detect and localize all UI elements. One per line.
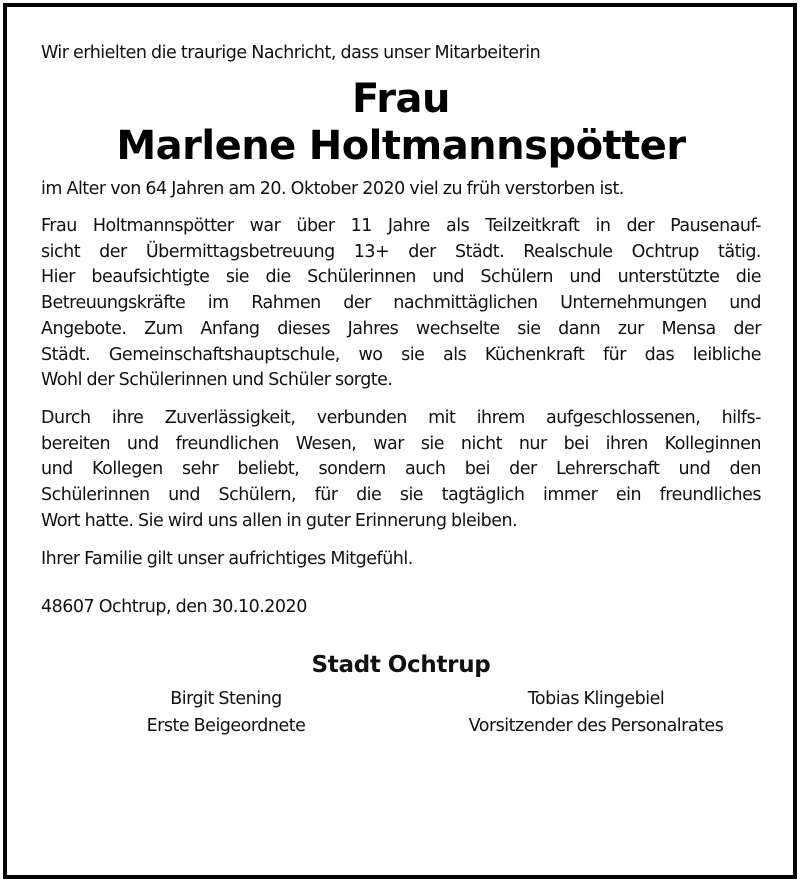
paragraph-line: Wohl der Schülerinnen und Schüler sorgte. xyxy=(41,370,393,391)
age-line: im Alter von 64 Jahren am 20. Oktober 2020 viel zu früh verstorben ist. xyxy=(41,179,624,199)
obituary-frame xyxy=(3,3,797,879)
signer-role: Erste Beigeordnete xyxy=(146,716,306,737)
place-date: 48607 Ochtrup, den 30.10.2020 xyxy=(41,597,307,618)
paragraph-line: und Kollegen sehr beliebt, sondern auch bei der Lehrerschaft und den xyxy=(41,459,761,480)
intro-text: Wir erhielten die traurige Nachricht, dass unser Mitarbeiterin xyxy=(41,43,541,63)
signatures xyxy=(41,686,761,746)
organization-name: Stadt Ochtrup xyxy=(311,652,491,679)
paragraph-line: Betreuungskräfte im Rahmen der nachmittäglichen Unternehmungen und xyxy=(41,293,761,314)
paragraph-line: Hier beaufsichtigte sie die Schülerinnen und Schülern und unterstützte die xyxy=(41,267,761,288)
signer-right xyxy=(431,686,761,740)
signer-name: Birgit Stening xyxy=(170,689,282,710)
obituary-content xyxy=(41,29,761,746)
name-title: Frau xyxy=(352,76,450,122)
paragraph-line: Städt. Gemeinschaftshauptschule, wo sie als Küchenkraft für das leibliche xyxy=(41,344,761,365)
signer-role: Vorsitzender des Personalrates xyxy=(468,716,724,737)
signer-left xyxy=(101,686,351,740)
paragraph-employment xyxy=(41,214,761,394)
signer-name: Tobias Klingebiel xyxy=(527,689,665,710)
paragraph-line: Frau Holtmannspötter war über 11 Jahre als Teilzeitkraft in der Pausenauf- xyxy=(41,216,761,236)
paragraph-line: Schülerinnen und Schülern, für die sie tagtäglich immer ein freundliches xyxy=(41,485,761,506)
paragraph-line: sicht der Übermittagsbetreuung 13+ der Städt. Realschule Ochtrup tätig. xyxy=(41,241,761,262)
condolence-text: Ihrer Familie gilt unser aufrichtiges Mitgefühl. xyxy=(41,549,413,570)
deceased-name xyxy=(41,76,761,170)
name-full: Marlene Holtmannspötter xyxy=(116,123,686,169)
paragraph-line: Angebote. Zum Anfang dieses Jahres wechselte sie dann zur Mensa der xyxy=(41,318,761,339)
paragraph-line: Wort hatte. Sie wird uns allen in guter Erinnerung bleiben. xyxy=(41,510,518,531)
paragraph-tribute xyxy=(41,406,761,535)
paragraph-line: Durch ihre Zuverlässigkeit, verbunden mit ihrem aufgeschlossenen, hilfs- xyxy=(41,407,761,428)
paragraph-line: bereiten und freundlichen Wesen, war sie nicht nur bei ihren Kolleginnen xyxy=(41,433,761,454)
